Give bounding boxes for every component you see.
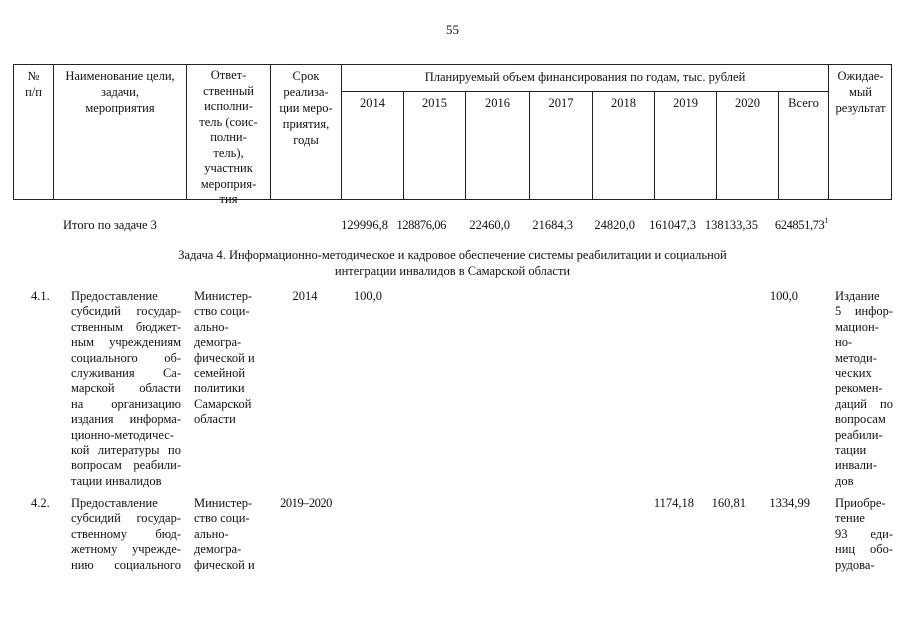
- row-4-1-executor: Министер- ство соци- ально- демогра- фической и семейной политики Самарской области: [194, 289, 255, 427]
- header-result: Ожидае- мый результат: [835, 69, 886, 115]
- header-executor: Ответ- ственный исполни- тель (соис- полни- тель), участник мероприя- тия: [199, 68, 258, 206]
- row-4-1-term: 2014: [292, 289, 318, 303]
- totals-2016: 22460,0: [469, 218, 510, 232]
- header-year-2014: 2014: [360, 96, 385, 110]
- row-4-2-executor: Министер- ство соци- ально- демогра- фической и: [194, 496, 255, 572]
- totals-footnote-mark: 1: [824, 216, 828, 225]
- row-4-1-2014: 100,0: [353, 289, 382, 303]
- totals-2015: 128876,06: [396, 218, 446, 232]
- totals-2019: 161047,3: [649, 218, 696, 232]
- header-financing: Планируемый объем финансирования по годам, тыс. рублей: [424, 70, 746, 84]
- row-4-2-name: Предоставление субсидий государ- ственному бюд- жетному учрежде- нию социального: [71, 496, 181, 572]
- row-4-1-result: Издание 5 инфор- мацион- но- методи- ческих рекомен- даций по вопросам реабили- тации инвали- дов: [835, 289, 893, 488]
- row-4-2-2020: 160,81: [711, 496, 746, 510]
- header-year-2019: 2019: [673, 96, 698, 110]
- header-year-2015: 2015: [422, 96, 447, 110]
- header-year-2016: 2016: [485, 96, 510, 110]
- header-year-2018: 2018: [611, 96, 636, 110]
- header-num: № п/п: [25, 69, 42, 99]
- totals-2014: 129996,8: [341, 218, 388, 232]
- header-term: Срок реализа- ции меро- приятия, годы: [279, 69, 333, 147]
- row-4-2-term: 2019–2020: [280, 496, 332, 510]
- header-name: Наименование цели, задачи, мероприятия: [65, 69, 175, 115]
- totals-total: 624851,73$^1$: [774, 216, 828, 232]
- totals-2018: 24820,0: [594, 218, 635, 232]
- header-year-2017: 2017: [548, 96, 574, 110]
- task-4-heading: Задача 4. Информационно-методическое и кадровое обеспечение системы реабилитации и социальной интеграции инвалидов в Самарской области: [178, 248, 727, 278]
- totals-2017: 21684,3: [532, 218, 573, 232]
- totals-label: Итого по задаче 3: [63, 218, 157, 232]
- row-4-2-total: 1334,99: [769, 496, 810, 510]
- row-4-2-number: 4.2.: [31, 496, 50, 510]
- totals-2020: 138133,35: [704, 218, 758, 232]
- row-4-2-2019: 1174,18: [653, 496, 694, 510]
- row-4-1-number: 4.1.: [31, 289, 50, 303]
- table-header: [13, 64, 892, 206]
- header-year-2020: 2020: [735, 96, 760, 110]
- row-4-1-total: 100,0: [769, 289, 798, 303]
- page-number: 55: [446, 22, 459, 37]
- row-4-1-name: Предоставление субсидий государ- ственным бюджет- ным учреждениям социального об- служивания Са- марской области на организацию издания информа- ционно-методичес- кой литературы по вопросам реабили- тации инвалидов: [71, 289, 181, 488]
- row-4-2-result: Приобре- тение 93 еди- ниц обо- рудова-: [835, 496, 893, 572]
- header-year-total: Всего: [788, 96, 819, 110]
